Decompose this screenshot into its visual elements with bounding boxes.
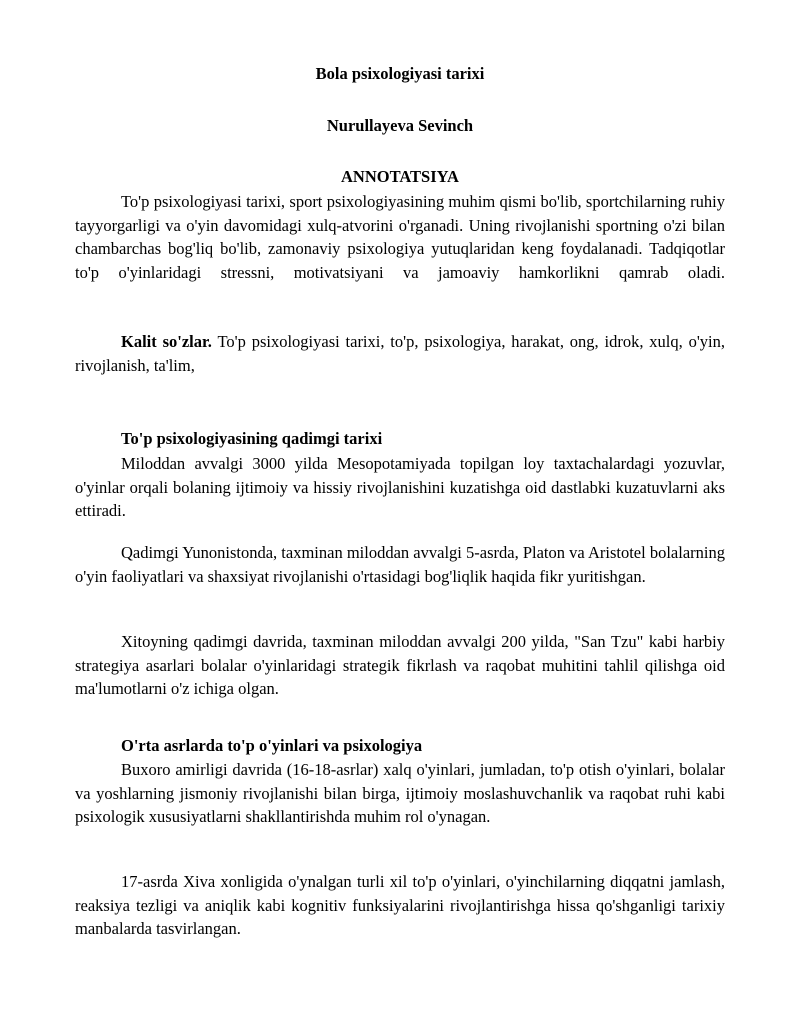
paragraph-khiva: 17-asrda Xiva xonligida o'ynalgan turli xil to'p o'yinlari, o'yinchilarning diqqatni jamlash, reaksiya tezligi va aniqlik kabi kognitiv funksiyalarini rivojlantirishga hissa qo'shganligi tarixiy manbalarda tasvirlangan. [75, 872, 725, 938]
paragraph-mesopotamia: Miloddan avvalgi 3000 yilda Mesopotamiyada topilgan loy taxtachalardagi yozuvlar, o'yinlar orqali bolaning ijtimoiy va hissiy rivojlanishini kuzatishga oid dastlabki kuzatuvlarni aks ettiradi. [75, 454, 725, 520]
paragraph-greece: Qadimgi Yunonistonda, taxminan miloddan avvalgi 5-asrda, Platon va Aristotel bolalarning o'yin faoliyatlari va shaxsiyat rivojlanishi o'rtasidagi bog'liqlik haqida fikr yuritishgan. [75, 543, 725, 586]
annotation-paragraph: To'p psixologiyasi tarixi, sport psixologiyasining muhim qismi bo'lib, sportchilarning ruhiy tayyorgarligi va o'yin davomidagi xulq-atvorini o'rganadi. Uning rivojlanishi sportning o'zi bilan chambarchas bog'liq bo'lib, zamonaviy psixologiya yutuqlaridan keng foydalanadi. Tadqiqotlar to'p o'yinlaridagi stressni, motivatsiyani va jamoaviy hamkorlikni qamrab oladi. [75, 192, 725, 282]
paragraph-china: Xitoyning qadimgi davrida, taxminan miloddan avvalgi 200 yilda, "San Tzu" kabi harbiy strategiya asarlari bolalar o'yinlaridagi strategik fikrlash va raqobat muhitini tahlil qilishga oid ma'lumotlarni o'z ichiga olgan. [75, 632, 725, 698]
keywords-text: To'p psixologiyasi tarixi, to'p, psixologiya, harakat, ong, idrok, xulq, o'yin, rivojlanish, ta'lim, [75, 332, 725, 375]
paragraph-bukhara: Buxoro amirligi davrida (16-18-asrlar) xalq o'yinlari, jumladan, to'p otish o'yinlari, bolalar va yoshlarning jismoniy rivojlanishi bilan birga, ijtimoiy moslashuvchanlik va raqobat ruhi kabi psixologik xususiyatlarni shakllantirishda muhim rol o'ynagan. [75, 760, 725, 826]
keywords-label: Kalit so'zlar. [121, 332, 212, 351]
author-name: Nurullayeva Sevinch [326, 116, 474, 135]
section-heading-medieval: O'rta asrlarda to'p o'yinlari va psixologiya [121, 736, 423, 755]
keywords-paragraph [75, 330, 725, 377]
section-heading-ancient: To'p psixologiyasining qadimgi tarixi [121, 429, 383, 448]
annotation-heading: ANNOTATSIYA [341, 167, 459, 186]
document-title: Bola psixologiyasi tarixi [315, 64, 485, 83]
